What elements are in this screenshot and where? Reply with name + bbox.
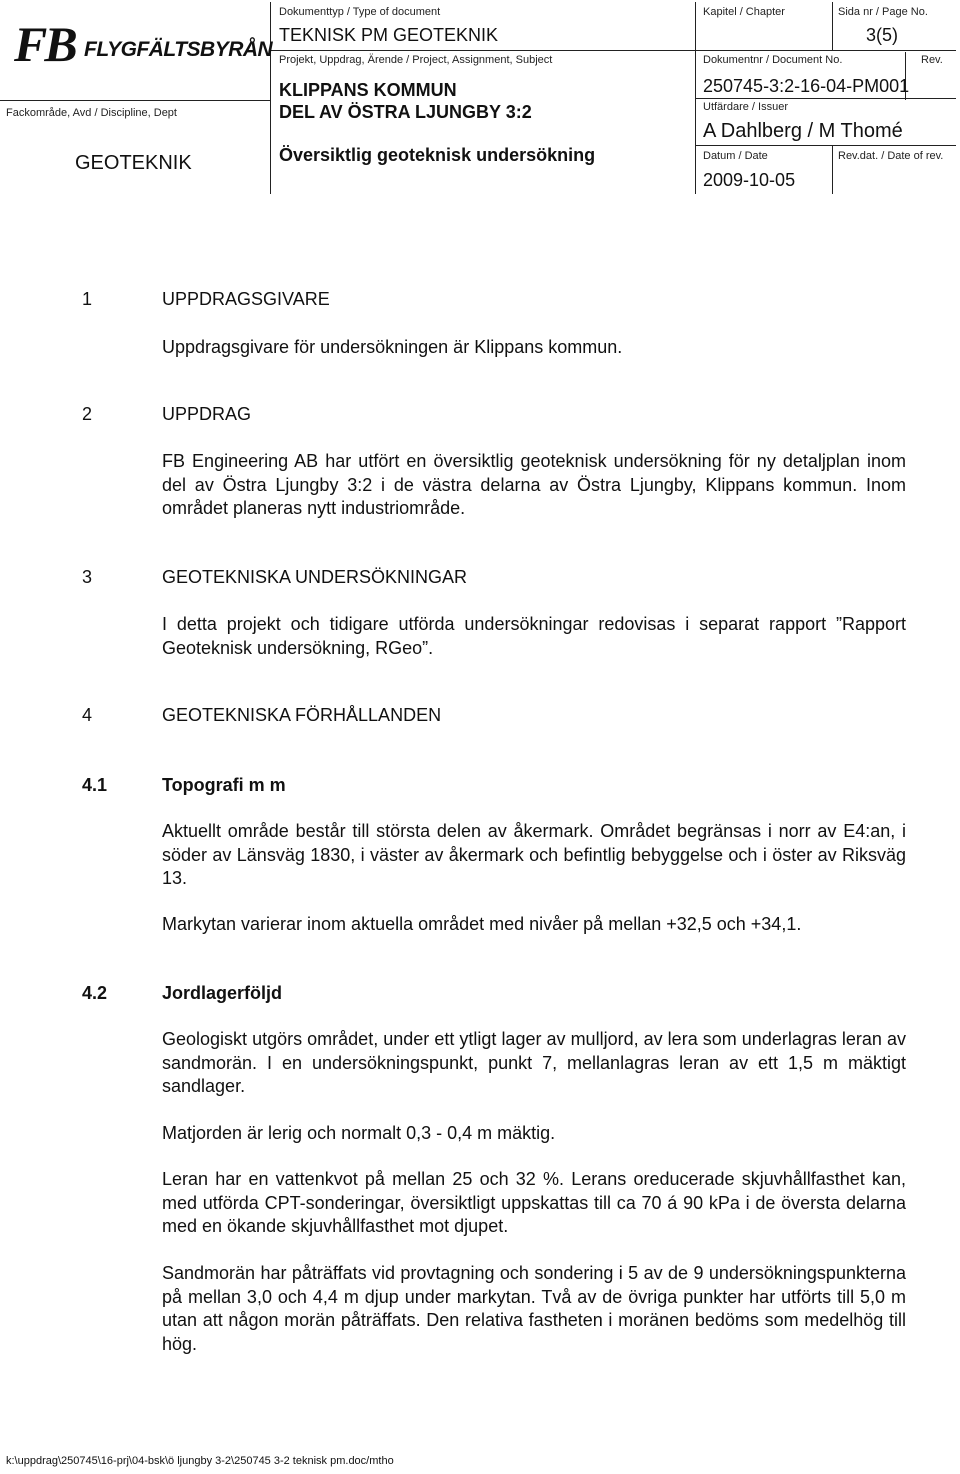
header-divider — [270, 2, 271, 194]
date-label: Datum / Date — [703, 150, 768, 162]
header-divider — [0, 100, 270, 101]
company-logo — [14, 16, 273, 72]
paragraph: Uppdragsgivare för undersökningen är Klippans kommun. — [162, 337, 623, 357]
page-label: Sida nr / Page No. — [838, 6, 928, 18]
doctype-value: TEKNISK PM GEOTEKNIK — [279, 25, 499, 45]
project-label: Projekt, Uppdrag, Ärende / Project, Assignment, Subject — [279, 54, 553, 66]
issuer-value: A Dahlberg / M Thomé — [703, 120, 903, 142]
logo-mark: FB — [14, 16, 75, 72]
docno-label: Dokumentnr / Document No. — [703, 54, 843, 66]
paragraph: Sandmorän har påträffats vid provtagning och sondering i 5 av de 9 undersökningspunkterna på mellan 3,0 och 4,4 m djup under markytan. Två av de övriga punkter har utförts till 5,0 m utan att någon morän påträffats. Den relativa fastheten i moränen bedöms som medelhög till hög. — [162, 1263, 906, 1354]
page-value: 3(5) — [866, 25, 899, 45]
header-divider — [695, 98, 956, 99]
header-divider — [270, 50, 956, 51]
chapter-label: Kapitel / Chapter — [703, 6, 785, 18]
header-divider — [832, 145, 833, 194]
company-name: FLYGFÄLTSBYRÅN — [84, 38, 273, 61]
doctype-label: Dokumenttyp / Type of document — [279, 6, 441, 18]
docno-value: 250745-3:2-16-04-PM001 — [703, 76, 910, 96]
project-line-3: Översiktlig geoteknisk undersökning — [279, 145, 596, 165]
paragraph: I detta projekt och tidigare utförda undersökningar redovisas i separat rapport ”Rapport Geoteknisk undersökning, RGeo”. — [162, 614, 906, 658]
paragraph: Geologiskt utgörs området, under ett ytligt lager av mulljord, av lera som underlagras leran av sandmorän. I en undersökningspunkt, punkt 7, mellanlagras leran av ett 1,5 m mäktigt sandlager. — [162, 1029, 906, 1096]
discipline-value: GEOTEKNIK — [75, 152, 192, 174]
subsection-title: Topografi m m — [162, 775, 286, 795]
section-title: UPPDRAG — [162, 404, 252, 424]
section-number: 4 — [82, 705, 93, 725]
paragraph: Leran har en vattenkvot på mellan 25 och 32 %. Lerans oreducerade skjuvhållfasthet kan, med utförda CPT-sonderingar, översiktligt uppskattas till ca 70 á 90 kPa i de översta delarna med en ökande skjuvhållfasthet mot djupet. — [162, 1169, 906, 1236]
paragraph: FB Engineering AB har utfört en översiktlig geoteknisk undersökning för ny detaljplan inom del av Östra Ljungby 3:2 i de västra delarna av Östra Ljungby, Klippans kommun. Inom området planeras nytt industriområde. — [162, 451, 906, 518]
issuer-label: Utfärdare / Issuer — [703, 101, 788, 113]
project-line-2: DEL AV ÖSTRA LJUNGBY 3:2 — [279, 102, 532, 122]
section-number: 2 — [82, 404, 93, 424]
subsection-title: Jordlagerföljd — [162, 983, 283, 1003]
subsection-number: 4.1 — [82, 775, 108, 795]
discipline-label: Fackområde, Avd / Discipline, Dept — [6, 107, 177, 119]
section-title: GEOTEKNISKA FÖRHÅLLANDEN — [162, 705, 442, 725]
subsection-number: 4.2 — [82, 983, 108, 1003]
header-divider — [832, 2, 833, 50]
section-title: GEOTEKNISKA UNDERSÖKNINGAR — [162, 567, 468, 587]
project-line-1: KLIPPANS KOMMUN — [279, 80, 457, 100]
section-title: UPPDRAGSGIVARE — [162, 289, 330, 309]
rev-label: Rev. — [921, 54, 943, 66]
paragraph: Aktuellt område består till största delen av åkermark. Området begränsas i norr av E4:an, i söder av Länsväg 1830, i väster av åkermark och befintlig bebyggelse och i öster av Riksväg 13. — [162, 821, 906, 888]
revdate-label: Rev.dat. / Date of rev. — [838, 150, 944, 162]
paragraph: Matjorden är lerig och normalt 0,3 - 0,4 m mäktig. — [162, 1123, 556, 1143]
date-value: 2009-10-05 — [703, 170, 796, 190]
file-path-footer: k:\uppdrag\250745\16-prj\04-bsk\ö ljungby 3-2\250745 3-2 teknisk pm.doc/mtho — [6, 1455, 394, 1467]
paragraph: Markytan varierar inom aktuella området med nivåer på mellan +32,5 och +34,1. — [162, 914, 802, 934]
section-number: 1 — [82, 289, 93, 309]
section-number: 3 — [82, 567, 93, 587]
header-divider — [695, 145, 956, 146]
